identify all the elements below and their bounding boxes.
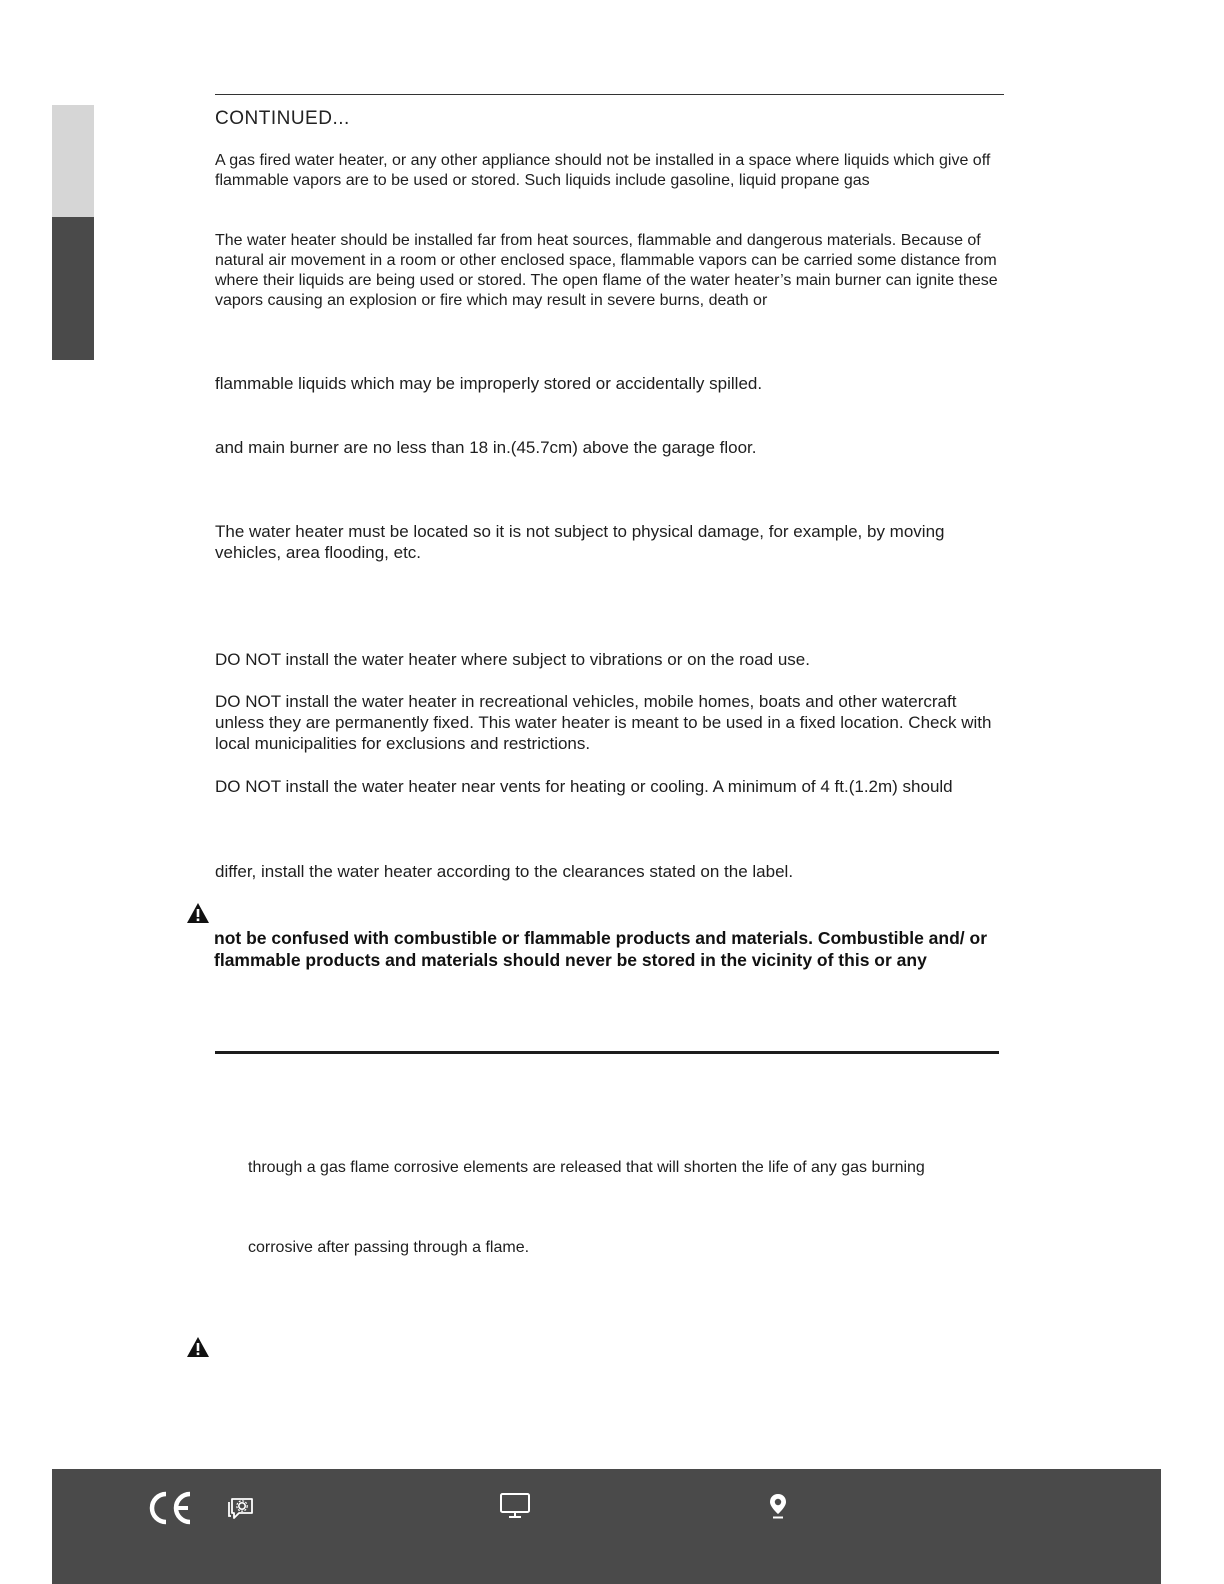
paragraph-garage-floor: and main burner are no less than 18 in.(45.7cm) above the garage floor. (215, 438, 757, 457)
warning-triangle-icon (186, 1336, 210, 1358)
warning-triangle-icon (186, 902, 210, 924)
paragraph-heat-sources: The water heater should be installed far from heat sources, flammable and dangerous materials. Because of natural air movement in a room or other enclosed space, flammable vapors can be carried some distance from where their liquids are being used or stored. The open flame of the water heater’s main burner can ignite these vapors causing an explosion or fire which may result in severe burns, death or (215, 232, 998, 309)
warning-combustible-text: not be confused with combustible or flammable products and materials. Combustible and/ or flammable products and materials should never be stored in the vicinity of this or any (214, 928, 988, 970)
section-divider (215, 1051, 999, 1054)
section-tab-light (52, 105, 94, 217)
paragraph-physical-damage: The water heater must be located so it is not subject to physical damage, for example, by moving vehicles, area flooding, etc. (215, 522, 945, 562)
ce-mark-icon (148, 1491, 194, 1525)
section-tab-dark (52, 217, 94, 360)
top-divider (215, 94, 1004, 95)
paragraph-corrosive-elements: through a gas flame corrosive elements are released that will shorten the life of any gas burning (248, 1159, 925, 1176)
paragraph-flammable-liquids: A gas fired water heater, or any other appliance should not be installed in a space where liquids which give off flammable vapors are to be used or stored. Such liquids include gasoline, liquid propane gas (215, 152, 991, 189)
monitor-icon[interactable] (499, 1492, 531, 1520)
page-footer (52, 1469, 1161, 1584)
paragraph-corrosive-flame: corrosive after passing through a flame. (248, 1239, 530, 1256)
support-chat-gear-icon[interactable] (227, 1493, 255, 1521)
paragraph-spilled-liquids: flammable liquids which may be improperly stored or accidentally spilled. (215, 374, 763, 393)
page-heading: CONTINUED... (215, 108, 350, 129)
paragraph-vents: DO NOT install the water heater near vents for heating or cooling. A minimum of 4 ft.(1.2m) should (215, 777, 953, 796)
paragraph-vibrations: DO NOT install the water heater where subject to vibrations or on the road use. (215, 650, 810, 669)
paragraph-recreational-vehicles: DO NOT install the water heater in recreational vehicles, mobile homes, boats and other watercraft unless they are permanently fixed. This water heater is meant to be used in a fixed location. Check with local municipalities for exclusions and restrictions. (215, 692, 992, 753)
paragraph-clearances: differ, install the water heater according to the clearances stated on the label. (215, 862, 794, 881)
location-pin-icon[interactable] (768, 1492, 788, 1520)
